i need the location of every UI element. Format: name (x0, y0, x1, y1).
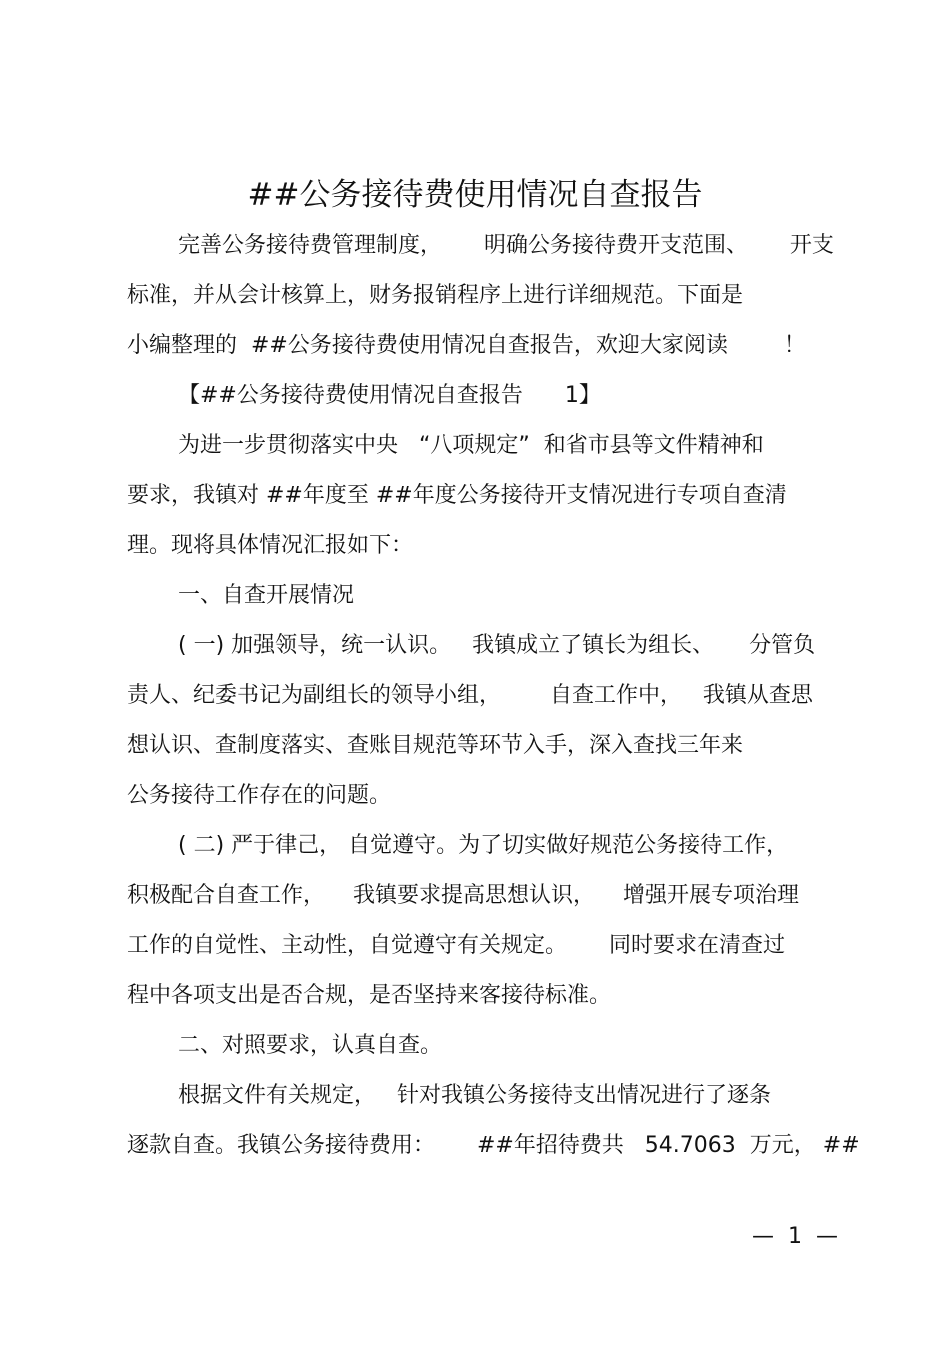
paragraph-line: 理。现将具体情况汇报如下： (127, 533, 414, 558)
paragraph-line: 根据文件有关规定， 针对我镇公务接待支出情况进行了逐条 (178, 1083, 771, 1108)
paragraph-line: ( 二) 严于律己， 自觉遵守。为了切实做好规范公务接待工作， (178, 833, 789, 858)
section-heading: 一、自查开展情况 (178, 583, 355, 608)
paragraph-line: 责人、纪委书记为副组长的领导小组， 自查工作中， 我镇从查思 (127, 683, 813, 708)
paragraph-line: 积极配合自查工作， 我镇要求提高思想认识， 增强开展专项治理 (127, 883, 799, 908)
section-heading: 二、对照要求，认真自查。 (178, 1033, 443, 1058)
paragraph-line: 程中各项支出是否合规，是否坚持来客接待标准。 (127, 983, 612, 1008)
paragraph-line: 想认识、查制度落实、查账目规范等环节入手，深入查找三年来 (127, 733, 744, 758)
paragraph-line: 为进一步贯彻落实中央 “八项规定” 和省市县等文件精神和 (178, 433, 764, 458)
paragraph-line: 逐款自查。我镇公务接待费用： ##年招待费共 54.7063 万元， ## (127, 1133, 860, 1158)
paragraph-line: 完善公务接待费管理制度， 明确公务接待费开支范围、 开支 (178, 233, 834, 258)
paragraph-line: 要求，我镇对 ##年度至 ##年度公务接待开支情况进行专项自查清 (127, 483, 787, 508)
paragraph-line: 标准，并从会计核算上，财务报销程序上进行详细规范。下面是 (127, 283, 744, 308)
paragraph-line: 工作的自觉性、主动性，自觉遵守有关规定。 同时要求在清查过 (127, 933, 785, 958)
section-heading: 【##公务接待费使用情况自查报告 1】 (178, 383, 601, 408)
document-title: ##公务接待费使用情况自查报告 (247, 177, 703, 213)
page-number: — 1 — (752, 1224, 838, 1249)
paragraph-line: ( 一) 加强领导，统一认识。 我镇成立了镇长为组长、 分管负 (178, 633, 816, 658)
paragraph-line: 小编整理的 ##公务接待费使用情况自查报告，欢迎大家阅读 ！ (127, 333, 806, 358)
paragraph-line: 公务接待工作存在的问题。 (127, 783, 392, 808)
